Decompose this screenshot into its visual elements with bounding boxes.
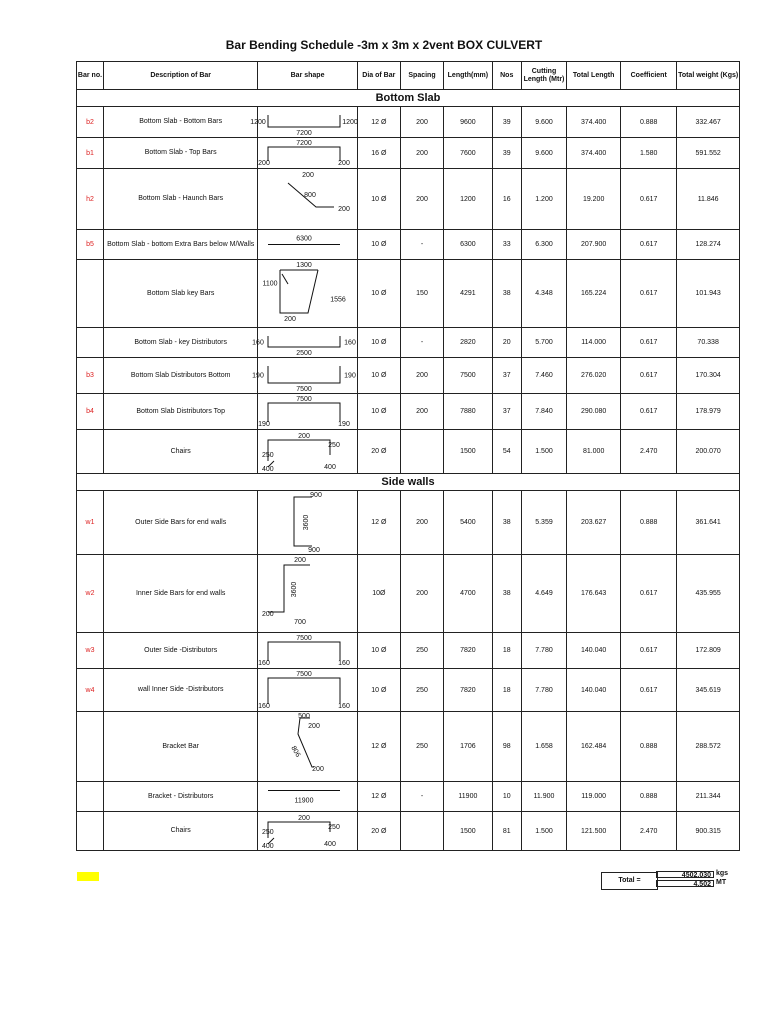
cutting-length: 6.300 xyxy=(521,230,566,260)
bar-description: Bottom Slab - Bottom Bars xyxy=(103,107,257,138)
bar-diameter: 10Ø xyxy=(357,555,400,633)
table-row xyxy=(77,669,740,712)
bar-shape xyxy=(258,430,357,474)
table-row xyxy=(77,812,740,851)
bar-count: 38 xyxy=(492,555,521,633)
header-length: Length(mm) xyxy=(444,62,493,90)
bar-count: 54 xyxy=(492,430,521,474)
shape-dimension-label: 190 xyxy=(252,372,265,380)
bar-spacing: 200 xyxy=(400,555,443,633)
coefficient: 0.617 xyxy=(621,358,677,394)
shape-dimension-label: 200 xyxy=(308,723,321,730)
bar-spacing: 150 xyxy=(400,260,443,328)
header-row xyxy=(77,62,740,90)
total-weight: 345.619 xyxy=(677,669,740,712)
bar-diameter: 12 Ø xyxy=(357,107,400,138)
bar-shape-drawing xyxy=(252,358,357,393)
shape-dimension-label: 190 xyxy=(258,421,271,428)
shape-dimension-label: 160 xyxy=(258,660,271,667)
shape-dimension-label: 250 xyxy=(262,829,275,836)
coefficient: 0.888 xyxy=(621,491,677,555)
cutting-length: 1.500 xyxy=(521,812,566,851)
total-weight: 591.552 xyxy=(677,138,740,169)
bar-description: Bottom Slab Distributors Bottom xyxy=(103,358,257,394)
bar-diameter: 20 Ø xyxy=(357,430,400,474)
bar-count: 37 xyxy=(492,394,521,430)
bar-number: b1 xyxy=(77,138,104,169)
shape-dimension-label: 7500 xyxy=(296,396,313,403)
total-length: 140.040 xyxy=(567,669,621,712)
bar-count: 33 xyxy=(492,230,521,260)
bar-shape-line xyxy=(268,822,330,838)
section-title: Side walls xyxy=(77,474,740,491)
total-kgs-value: 4502.030 xyxy=(656,871,714,878)
bar-diameter: 10 Ø xyxy=(357,358,400,394)
bar-count: 18 xyxy=(492,633,521,669)
bar-count: 38 xyxy=(492,260,521,328)
total-weight: 435.955 xyxy=(677,555,740,633)
bar-diameter: 12 Ø xyxy=(357,712,400,782)
total-length: 140.040 xyxy=(567,633,621,669)
bar-shape-drawing xyxy=(258,430,350,473)
bar-shape-drawing xyxy=(258,669,350,711)
bar-description: Bottom Slab - bottom Extra Bars below M/Walls xyxy=(103,230,257,260)
bar-number: b3 xyxy=(77,358,104,394)
bar-description: Chairs xyxy=(103,430,257,474)
table-row xyxy=(77,260,740,328)
total-mt-value: 4.502 xyxy=(656,880,714,887)
bar-length: 1200 xyxy=(444,169,493,230)
bar-spacing: 200 xyxy=(400,358,443,394)
shape-dimension-label: 900 xyxy=(310,492,323,499)
header-total-weight: Total weight (Kgs) xyxy=(677,62,740,90)
bar-number xyxy=(77,712,104,782)
bar-number xyxy=(77,260,104,328)
shape-dimension-label: 1100 xyxy=(262,280,278,288)
shape-dimension-label: 7500 xyxy=(296,635,313,642)
bar-diameter: 10 Ø xyxy=(357,260,400,328)
bar-count: 81 xyxy=(492,812,521,851)
bar-shape-line xyxy=(280,270,318,313)
bar-number: w3 xyxy=(77,633,104,669)
bar-shape xyxy=(258,491,357,555)
bar-count: 18 xyxy=(492,669,521,712)
bar-number: h2 xyxy=(77,169,104,230)
shape-dimension-label: 1200 xyxy=(250,119,267,126)
bar-diameter: 12 Ø xyxy=(357,782,400,812)
shape-dimension-label: 400 xyxy=(324,464,337,471)
cutting-length: 9.600 xyxy=(521,138,566,169)
schedule-title: Bar Bending Schedule -3m x 3m x 2vent BOX CULVERT xyxy=(225,38,543,52)
bar-shape-line xyxy=(268,440,330,461)
bar-shape xyxy=(258,230,357,260)
shape-dimension-label: 2500 xyxy=(296,350,313,357)
coefficient: 0.617 xyxy=(621,328,677,358)
total-mt-unit: MT xyxy=(716,879,727,886)
shape-dimension-label: 250 xyxy=(328,442,341,449)
bar-number xyxy=(77,328,104,358)
bar-shape-drawing xyxy=(258,260,350,327)
bar-spacing: 200 xyxy=(400,107,443,138)
shape-dimension-label: 700 xyxy=(294,619,307,626)
shape-dimension-label: 200 xyxy=(298,815,311,822)
bar-shape xyxy=(258,812,357,851)
shape-dimension-label: 1300 xyxy=(296,262,313,269)
bar-shape-line xyxy=(268,366,340,383)
bar-length: 7820 xyxy=(444,633,493,669)
bar-spacing: 200 xyxy=(400,394,443,430)
bar-count: 37 xyxy=(492,358,521,394)
cutting-length: 7.780 xyxy=(521,669,566,712)
header-dia: Dia of Bar xyxy=(357,62,400,90)
bar-shape-drawing xyxy=(258,712,350,781)
bar-shape-drawing xyxy=(250,107,359,137)
total-weight: 211.344 xyxy=(677,782,740,812)
shape-dimension-label: 400 xyxy=(324,841,337,848)
total-weight: 200.070 xyxy=(677,430,740,474)
shape-dimension-label: 7200 xyxy=(296,130,313,137)
bar-spacing: 200 xyxy=(400,491,443,555)
bar-count: 39 xyxy=(492,138,521,169)
bar-number xyxy=(77,430,104,474)
table-row xyxy=(77,633,740,669)
shape-dimension-label: 200 xyxy=(262,611,275,618)
table-row xyxy=(77,555,740,633)
cutting-length: 4.649 xyxy=(521,555,566,633)
bar-number: b5 xyxy=(77,230,104,260)
total-length: 81.000 xyxy=(567,430,621,474)
total-weight: 170.304 xyxy=(677,358,740,394)
total-length: 203.627 xyxy=(567,491,621,555)
section-header-row xyxy=(77,474,740,491)
bar-count: 39 xyxy=(492,107,521,138)
bar-length: 1500 xyxy=(444,430,493,474)
header-bar-no: Bar no. xyxy=(77,62,104,90)
total-weight: 361.641 xyxy=(677,491,740,555)
bar-diameter: 10 Ø xyxy=(357,633,400,669)
bar-diameter: 10 Ø xyxy=(357,394,400,430)
shape-dimension-label: 200 xyxy=(338,206,351,213)
shape-dimension-label: 1556 xyxy=(330,296,347,304)
shape-dimension-label: 1200 xyxy=(342,119,359,126)
shape-dimension-label: 806 xyxy=(289,744,302,759)
table-row xyxy=(77,358,740,394)
bar-description: wall Inner Side -Distributors xyxy=(103,669,257,712)
bar-length: 7880 xyxy=(444,394,493,430)
bar-spacing: 200 xyxy=(400,169,443,230)
total-length: 374.400 xyxy=(567,107,621,138)
coefficient: 0.617 xyxy=(621,230,677,260)
table-row xyxy=(77,712,740,782)
bar-number: b4 xyxy=(77,394,104,430)
shape-dimension-label: 200 xyxy=(298,433,311,440)
bar-length: 2820 xyxy=(444,328,493,358)
bar-shape-line xyxy=(268,678,340,704)
bar-shape-drawing xyxy=(258,169,350,229)
bar-shape-drawing xyxy=(258,394,350,429)
coefficient: 0.617 xyxy=(621,555,677,633)
bar-length: 4700 xyxy=(444,555,493,633)
cutting-length: 1.200 xyxy=(521,169,566,230)
bar-shape xyxy=(258,138,357,169)
bar-spacing: - xyxy=(400,230,443,260)
header-coefficient: Coefficient xyxy=(621,62,677,90)
coefficient: 0.617 xyxy=(621,633,677,669)
cutting-length: 9.600 xyxy=(521,107,566,138)
bar-shape-line xyxy=(268,642,340,661)
bar-shape xyxy=(258,169,357,230)
shape-dimension-label: 200 xyxy=(284,316,297,323)
total-length: 176.643 xyxy=(567,555,621,633)
total-weight: 332.467 xyxy=(677,107,740,138)
bar-diameter: 20 Ø xyxy=(357,812,400,851)
bar-length: 7500 xyxy=(444,358,493,394)
shape-dimension-label: 250 xyxy=(262,452,275,459)
bar-length: 11900 xyxy=(444,782,493,812)
bar-count: 38 xyxy=(492,491,521,555)
bar-shape xyxy=(258,394,357,430)
bar-shape-line xyxy=(268,565,310,612)
shape-dimension-label: 160 xyxy=(258,703,271,710)
table-row xyxy=(77,169,740,230)
shape-dimension-label: 160 xyxy=(252,339,265,347)
cutting-length: 1.500 xyxy=(521,430,566,474)
bar-shape xyxy=(252,328,357,358)
bar-shape xyxy=(258,260,357,328)
bar-shape xyxy=(258,712,357,782)
bar-bending-table xyxy=(76,61,740,851)
bar-shape xyxy=(258,633,357,669)
bar-description: Outer Side -Distributors xyxy=(103,633,257,669)
total-label: Total = xyxy=(601,872,658,890)
bar-spacing: 200 xyxy=(400,138,443,169)
shape-dimension-label: 900 xyxy=(308,547,321,554)
bar-diameter: 10 Ø xyxy=(357,230,400,260)
table-row xyxy=(77,230,740,260)
total-length: 207.900 xyxy=(567,230,621,260)
yellow-highlight xyxy=(77,872,99,881)
shape-dimension-label: 200 xyxy=(302,172,315,179)
total-weight: 900.315 xyxy=(677,812,740,851)
bar-shape-line xyxy=(268,336,340,347)
hook-mark xyxy=(282,274,288,284)
bar-shape-drawing xyxy=(258,230,350,259)
total-weight: 288.572 xyxy=(677,712,740,782)
bar-shape-drawing xyxy=(258,491,350,554)
bar-spacing xyxy=(400,430,443,474)
bar-shape-drawing xyxy=(258,812,350,850)
bar-shape-line xyxy=(268,115,340,127)
cutting-length: 7.780 xyxy=(521,633,566,669)
bar-shape xyxy=(258,782,357,812)
total-length: 114.000 xyxy=(567,328,621,358)
table-row xyxy=(77,430,740,474)
bar-description: Bracket Bar xyxy=(103,712,257,782)
coefficient: 0.617 xyxy=(621,669,677,712)
total-kgs-unit: kgs xyxy=(716,870,729,877)
bar-shape-drawing xyxy=(258,782,350,811)
bar-spacing: - xyxy=(400,328,443,358)
coefficient: 2.470 xyxy=(621,430,677,474)
bar-diameter: 10 Ø xyxy=(357,169,400,230)
coefficient: 0.617 xyxy=(621,260,677,328)
bar-count: 98 xyxy=(492,712,521,782)
bar-shape xyxy=(250,107,359,138)
bar-number: b2 xyxy=(77,107,104,138)
bar-shape-drawing xyxy=(258,138,350,168)
shape-dimension-label: 3600 xyxy=(291,581,299,598)
bar-number: w4 xyxy=(77,669,104,712)
bar-length: 6300 xyxy=(444,230,493,260)
bar-diameter: 16 Ø xyxy=(357,138,400,169)
bar-count: 10 xyxy=(492,782,521,812)
coefficient: 0.888 xyxy=(621,712,677,782)
coefficient: 0.888 xyxy=(621,107,677,138)
shape-dimension-label: 400 xyxy=(262,466,275,473)
cutting-length: 7.840 xyxy=(521,394,566,430)
total-weight: 172.809 xyxy=(677,633,740,669)
bar-spacing: 250 xyxy=(400,712,443,782)
coefficient: 0.888 xyxy=(621,782,677,812)
total-length: 19.200 xyxy=(567,169,621,230)
shape-dimension-label: 190 xyxy=(344,372,357,380)
total-length: 374.400 xyxy=(567,138,621,169)
shape-dimension-label: 190 xyxy=(338,421,351,428)
bar-description: Bottom Slab Distributors Top xyxy=(103,394,257,430)
bar-shape xyxy=(258,669,357,712)
bar-length: 1706 xyxy=(444,712,493,782)
shape-dimension-label: 3600 xyxy=(303,514,311,531)
shape-dimension-label: 7500 xyxy=(296,386,313,393)
header-nos: Nos xyxy=(492,62,521,90)
bar-diameter: 10 Ø xyxy=(357,328,400,358)
bar-shape xyxy=(252,358,357,394)
bar-length: 4291 xyxy=(444,260,493,328)
bar-spacing: 250 xyxy=(400,669,443,712)
total-weight: 128.274 xyxy=(677,230,740,260)
bar-description: Inner Side Bars for end walls xyxy=(103,555,257,633)
table-row xyxy=(77,138,740,169)
table-row xyxy=(77,394,740,430)
coefficient: 1.580 xyxy=(621,138,677,169)
total-length: 121.500 xyxy=(567,812,621,851)
total-length: 276.020 xyxy=(567,358,621,394)
header-shape: Bar shape xyxy=(258,62,357,90)
total-weight: 101.943 xyxy=(677,260,740,328)
bar-description: Bottom Slab - Top Bars xyxy=(103,138,257,169)
bar-number: w2 xyxy=(77,555,104,633)
cutting-length: 4.348 xyxy=(521,260,566,328)
shape-dimension-label: 160 xyxy=(338,660,351,667)
bar-length: 7600 xyxy=(444,138,493,169)
total-length: 165.224 xyxy=(567,260,621,328)
shape-dimension-label: 7500 xyxy=(296,671,313,678)
header-spacing: Spacing xyxy=(400,62,443,90)
bar-spacing: 250 xyxy=(400,633,443,669)
table-row xyxy=(77,491,740,555)
coefficient: 0.617 xyxy=(621,394,677,430)
bar-shape-line xyxy=(268,147,340,161)
shape-dimension-label: 6300 xyxy=(296,235,313,243)
total-length: 119.000 xyxy=(567,782,621,812)
cutting-length: 5.700 xyxy=(521,328,566,358)
cutting-length: 1.658 xyxy=(521,712,566,782)
bar-shape xyxy=(258,555,357,633)
shape-dimension-label: 250 xyxy=(328,824,341,831)
bar-number xyxy=(77,812,104,851)
bar-shape-drawing xyxy=(252,328,357,357)
bar-description: Bottom Slab - key Distributors xyxy=(103,328,257,358)
shape-dimension-label: 160 xyxy=(338,703,351,710)
bar-description: Bracket - Distributors xyxy=(103,782,257,812)
table-row xyxy=(77,107,740,138)
shape-dimension-label: 160 xyxy=(344,339,357,347)
header-cutting-length: Cutting Length (Mtr) xyxy=(521,62,566,90)
shape-dimension-label: 7200 xyxy=(296,140,313,147)
bar-count: 20 xyxy=(492,328,521,358)
shape-dimension-label: 200 xyxy=(294,557,307,564)
header-description: Description of Bar xyxy=(103,62,257,90)
header-total-length: Total Length xyxy=(567,62,621,90)
bar-length: 7820 xyxy=(444,669,493,712)
shape-dimension-label: 400 xyxy=(262,843,275,850)
total-weight: 11.846 xyxy=(677,169,740,230)
bar-description: Chairs xyxy=(103,812,257,851)
shape-dimension-label: 200 xyxy=(312,766,325,773)
bar-spacing: - xyxy=(400,782,443,812)
total-length: 162.484 xyxy=(567,712,621,782)
total-length: 290.080 xyxy=(567,394,621,430)
bar-shape-drawing xyxy=(258,555,350,632)
bar-length: 9600 xyxy=(444,107,493,138)
total-weight: 178.979 xyxy=(677,394,740,430)
bar-shape-line xyxy=(268,403,340,422)
cutting-length: 11.900 xyxy=(521,782,566,812)
cutting-length: 5.359 xyxy=(521,491,566,555)
coefficient: 0.617 xyxy=(621,169,677,230)
bar-diameter: 12 Ø xyxy=(357,491,400,555)
bar-shape-drawing xyxy=(258,633,350,668)
bar-number xyxy=(77,782,104,812)
section-title: Bottom Slab xyxy=(77,90,740,107)
cutting-length: 7.460 xyxy=(521,358,566,394)
bar-count: 16 xyxy=(492,169,521,230)
bar-spacing xyxy=(400,812,443,851)
shape-dimension-label: 11900 xyxy=(294,797,314,805)
total-weight: 70.338 xyxy=(677,328,740,358)
bar-number: w1 xyxy=(77,491,104,555)
bar-length: 5400 xyxy=(444,491,493,555)
bar-description: Outer Side Bars for end walls xyxy=(103,491,257,555)
shape-dimension-label: 200 xyxy=(338,160,351,167)
coefficient: 2.470 xyxy=(621,812,677,851)
table-row xyxy=(77,782,740,812)
bar-description: Bottom Slab key Bars xyxy=(103,260,257,328)
shape-dimension-label: 200 xyxy=(258,160,271,167)
shape-dimension-label: 500 xyxy=(298,713,311,720)
section-header-row xyxy=(77,90,740,107)
table-row xyxy=(77,328,740,358)
bar-length: 1500 xyxy=(444,812,493,851)
bar-description: Bottom Slab - Haunch Bars xyxy=(103,169,257,230)
bar-diameter: 10 Ø xyxy=(357,669,400,712)
shape-dimension-label: 800 xyxy=(304,192,317,199)
